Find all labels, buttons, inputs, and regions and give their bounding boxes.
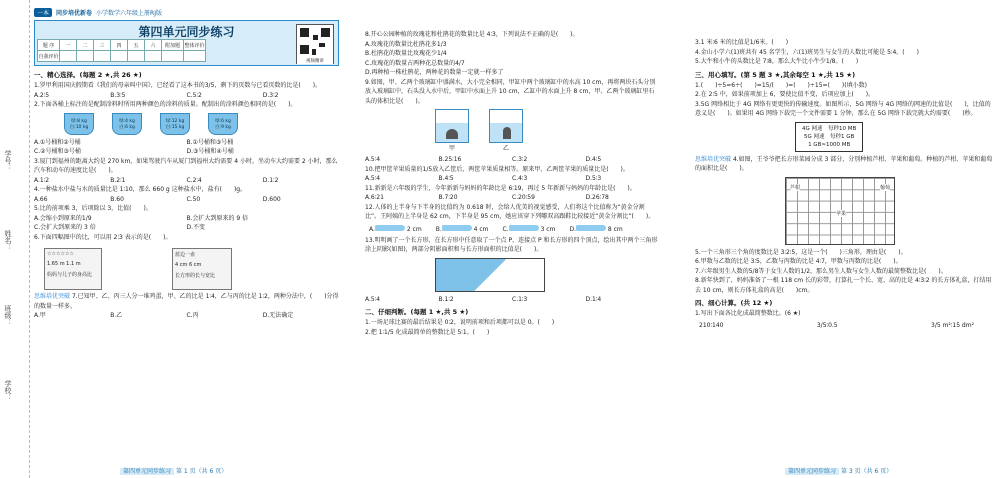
page-3	[665, 0, 1000, 478]
bucket-2: 绿:4 kg 白:6 kg	[112, 113, 142, 135]
page-number: 第 3 页（共 6 页）	[840, 468, 893, 475]
judge-2: 2.把 1∶1/5 化成最简单的整数比是 5∶1。( )	[365, 328, 490, 336]
binding-gutter	[0, 0, 30, 478]
option[interactable]: D.4∶5	[585, 156, 602, 163]
option-c[interactable]: C. 3 cm	[502, 225, 556, 233]
option[interactable]: B.7∶20	[438, 194, 458, 201]
option[interactable]: B.①号桶和③号桶	[186, 138, 234, 146]
option[interactable]: C.丙	[186, 312, 199, 319]
bucket-3: 绿:12 kg 白:15 kg	[160, 113, 190, 135]
q13-options	[365, 295, 659, 305]
option[interactable]: B.4∶5	[438, 175, 454, 182]
section-4-title: 四、细心计算。(共 12 ★)	[695, 299, 773, 307]
option[interactable]: C.20∶59	[512, 194, 535, 201]
fill-5: 5.一个三角形三个角的度数比是 3∶2∶5，这是一个( )三角形，理由是( )。	[695, 248, 907, 256]
score-input[interactable]	[111, 51, 128, 62]
option[interactable]: C.4∶3	[512, 175, 528, 182]
gutter-school: 学校：	[4, 380, 12, 401]
score-input[interactable]	[77, 51, 94, 62]
page-title: 第四单元同步练习	[138, 25, 235, 39]
bucket-4: 绿:6 kg 白:9 kg	[208, 113, 238, 135]
bucket-figures	[64, 113, 339, 135]
question-8: 8.开心公园种植的玫瑰花和杜鹃花的数量比是 4∶3，下列说法不正确的是( )。	[365, 31, 579, 38]
series-name: 同步培优新卷	[56, 10, 93, 17]
shoe-options	[369, 225, 659, 233]
unit-conversion: 1 GB≈1000 MB	[808, 141, 851, 148]
option[interactable]: C.会扩大到原来的 3 倍	[34, 224, 96, 231]
page-1-footer	[120, 466, 227, 475]
score-cell: 三	[94, 40, 111, 51]
calc-item: 210∶140	[699, 321, 724, 329]
score-input[interactable]	[162, 51, 184, 62]
q4-options	[34, 195, 339, 205]
q9-options	[365, 155, 659, 165]
option[interactable]: A.5∶4	[365, 175, 381, 182]
q5-options	[34, 214, 339, 233]
option[interactable]: B.乙	[110, 312, 123, 319]
score-input[interactable]	[94, 51, 111, 62]
option[interactable]: A.6∶21	[365, 194, 384, 201]
section-2-title: 二、仔细判断。(每题 1 ★,共 5 ★)	[365, 308, 469, 316]
question-3: 3.厦门到福州的距离大约是 270 km，如果驾驶汽车从厦门到福州大约需要 4 小时，坐动车大约需要 2 小时，那么汽车和动车的速度比是( )。	[34, 157, 338, 174]
score-cell: 六	[145, 40, 162, 51]
score-cell: 二	[77, 40, 94, 51]
shoe-icon	[576, 225, 606, 231]
q3-options	[34, 176, 339, 186]
page-1	[0, 0, 345, 478]
f4-text: 4.如图，王爷爷把长方形菜园分成 3 部分，分别种植芦柑、苹果和葡萄。种植的芦柑、苹果和葡萄的面积比是( )。	[695, 155, 993, 172]
option[interactable]: D.26∶78	[585, 194, 609, 201]
option[interactable]: D.再种植一株杜鹃花，两种花的数量一定就一样多了	[365, 69, 504, 76]
q7-text: 7.已知甲、乙、丙三人分一堆鸡蛋，甲、乙的比是 1∶4，乙与丙的比是 1∶2，两种分法中，( )分得的数量一样多。	[34, 293, 339, 310]
option-d[interactable]: D. 8 cm	[569, 225, 623, 233]
fig-caption: ☆☆☆☆☆☆	[47, 251, 74, 257]
score-cell: 五	[128, 40, 145, 51]
score-cell: 整体评价	[184, 40, 206, 51]
q2-options	[34, 138, 339, 157]
question-9: 9.如图，甲、乙两个玻璃缸中盛满水，大小完全相同，甲缸中两个玻璃缸中的水高 10 cm，再将两块石头分别放入玻璃缸中，石头没入水中后，甲缸中水面上升 10 cm，乙缸中的水面上升 8 cm，甲、乙两个玻璃缸里石头的体积比是( )。	[365, 78, 656, 105]
score-cell: 一	[60, 40, 77, 51]
rectangle-figure	[435, 258, 545, 292]
option[interactable]: B.25∶16	[438, 156, 462, 163]
f4-tag: 思维培优突破	[695, 155, 732, 163]
option[interactable]: D.不变	[186, 224, 206, 231]
bucket-1: 绿:8 kg 白:10 kg	[64, 113, 94, 135]
page-2	[345, 0, 665, 478]
q7-options	[34, 311, 339, 321]
option[interactable]: D.3∶2	[262, 91, 279, 99]
page-3-footer	[785, 466, 892, 475]
calc-item: 3/5∶0.5	[816, 321, 838, 329]
option[interactable]: B.2∶1	[110, 176, 126, 184]
q7-tag: 思维培优突破	[34, 293, 71, 300]
option[interactable]: B.会扩大到原来的 9 倍	[186, 214, 249, 222]
option[interactable]: D.600	[262, 195, 281, 203]
score-table	[37, 39, 206, 62]
tank-label: 甲	[448, 145, 455, 152]
fill-8: 8.新年快到了，妈妈准备了一根 118 cm 长的彩带，打算扎一个长、宽、高的比是 4∶3∶2 的长方体礼盒，打结用去 10 cm，则长方体礼盒的高是( )cm。	[695, 277, 992, 294]
section-3-title: 三、用心填写。(第 5 题 3 ★,其余每空 1 ★,共 15 ★)	[695, 70, 856, 79]
question-1: 1.罗甲利用国庆假期看《我们的母亲叫中国》，已经看了这本书的3/5，剩下的页数与已看页数的比是( )。	[34, 82, 322, 89]
option[interactable]: C.50	[186, 195, 201, 203]
question-13: 13.明明画了一个长方形，在长方形中任意取了一个点 P，连接点 P 和长方形的四个顶点，绘出其中两个三角形涂上阴影(如图)，两部分阴影面积和与长方形面积的比值是( )。	[365, 236, 658, 253]
area-label: 苹果	[836, 210, 847, 217]
option[interactable]: D.无法确定	[262, 312, 294, 319]
tank-yi	[489, 109, 523, 143]
score-input[interactable]	[184, 51, 206, 62]
question-4: 4.一种盐水中盐与水的质量比是 1∶10，那么 660 g 这种盐水中，盐有( )g。	[34, 186, 247, 193]
tank-figures	[435, 109, 659, 152]
q10-options	[365, 174, 659, 184]
qr-code-icon[interactable]	[296, 24, 334, 64]
figure-a	[44, 248, 102, 290]
garden-figure	[785, 177, 895, 245]
section-1-title: 一、精心选择。(每题 2 ★,共 26 ★)	[34, 71, 142, 79]
option[interactable]: D.③号桶和④号桶	[186, 148, 234, 155]
tank-jia	[435, 109, 469, 143]
page-number: 第 1 页（共 6 页）	[175, 468, 228, 475]
option[interactable]: B.3∶5	[110, 91, 126, 99]
question-7	[34, 292, 339, 311]
judge-1: 1.一场足球比赛的最后结果是 0∶2，说明前项和后项都可以是 0。( )	[365, 319, 555, 326]
calc-item: 3/5 m²∶15 dm²	[931, 321, 974, 329]
figure-c	[172, 248, 232, 290]
option[interactable]: A.会缩小到原来的1/9	[34, 214, 92, 222]
book-name: 小学数学六年级上册RJ版	[96, 10, 162, 17]
question-11: 11.新新是六年级的学生，今年新新与妈妈的年龄比是 6∶19，再过 5 年新新与妈妈的年龄比是( )。	[365, 184, 636, 192]
option-b[interactable]: B. 4 cm	[435, 225, 489, 233]
shoe-icon	[509, 225, 539, 231]
calc-items	[699, 322, 974, 329]
book-header	[34, 8, 339, 17]
fig-caption: 蓝边一壶	[175, 252, 196, 258]
option[interactable]: B.1∶2	[438, 295, 454, 303]
score-cell: 题 序	[38, 40, 60, 51]
question-12: 12.人体的上半身与下半身的比值约为 0.618 时，会给人优美的视觉感受，人们将这个比值称为“黄金分割比”。王阿姨的上半身是 62 cm，下半身是 95 cm，她应该穿下列哪双高跟鞋比较接近“黄金分割比”( )。	[365, 203, 655, 220]
option[interactable]: C.1∶3	[512, 295, 528, 303]
question-2: 2.下面各桶上标注的是配制涂料时所用两种颜色的涂料的质量。配制出的涂料颜色相同的是( )。	[34, 101, 297, 108]
option[interactable]: B.杜鹃花的数量比玫瑰花少1/4	[365, 50, 447, 57]
qr-caption: 视频精讲	[297, 58, 333, 64]
question-5: 5.比的前项乘 3，后项除以 3，比值( )。	[34, 205, 152, 212]
option[interactable]: C.3∶2	[512, 156, 528, 163]
option[interactable]: A.玫瑰花的数量比杜鹃花多1/3	[365, 40, 447, 48]
speed-4g: 4G 网速 每秒10 MB	[802, 125, 857, 132]
area-label: 芦柑	[790, 184, 801, 191]
fill-6: 6.甲数与乙数的比是 3∶5，乙数与丙数的比是 4∶7，甲数与丙数的比是( )。	[695, 258, 902, 265]
option[interactable]: A.5∶4	[365, 295, 381, 303]
score-input[interactable]	[128, 51, 145, 62]
score-input[interactable]	[60, 51, 77, 62]
brand-tag: 一本	[34, 8, 52, 17]
fill-1: 1.( )÷5=6÷( )=15/( )=( )÷15=( )(填小数)	[695, 81, 867, 89]
option[interactable]: A.2∶5	[34, 91, 50, 99]
q1-options	[34, 91, 339, 101]
option[interactable]: A.①号桶和②号桶	[34, 138, 81, 146]
score-input[interactable]	[145, 51, 162, 62]
gutter-class: 班级：	[4, 305, 12, 326]
option[interactable]: B.60	[110, 195, 124, 203]
score-cell: 自我评价	[38, 51, 60, 62]
option-a[interactable]: A. 2 cm	[369, 225, 422, 233]
option[interactable]: D.1∶4	[585, 295, 602, 303]
fill-4	[695, 155, 994, 174]
option[interactable]: A.5∶4	[365, 156, 381, 163]
footer-title: 第四单元同步练习	[120, 468, 174, 475]
footer-title: 第四单元同步练习	[785, 468, 839, 475]
calc-1: 1.写出下面各比化成最简整数比。(6 ★)	[695, 310, 801, 317]
fill-3: 3.5G 网络相比于 4G 网络有更更快的传输速度。如图所示，5G 网络与 4G 网络的网速的比值是( )，比值的意义是( )。如果用 4G 网络下载完一个文件需要 1 分钟，那么在 5G 网络下载完就大约需要( )秒。	[695, 100, 991, 117]
gutter-name: 姓名：	[4, 230, 12, 251]
option[interactable]: D.5∶3	[585, 175, 602, 182]
area-label: 葡萄	[879, 184, 890, 191]
judge-4: 4.金山小学六(1)班共有 45 名学生，六(1)班男生与女生的人数比可能是 5∶4。( )	[695, 48, 919, 56]
score-cell: 四	[111, 40, 128, 51]
score-cell: 附加题	[162, 40, 184, 51]
shoe-icon	[442, 225, 472, 231]
q11-options	[365, 193, 659, 203]
judge-5: 5.大牛和小牛的头数比是 7∶8，那么大牛比小牛少1/8。( )	[695, 58, 859, 65]
gutter-student-no: 学号：	[4, 150, 12, 171]
fig-caption: 妈妈与儿子的身高比	[47, 272, 93, 278]
option[interactable]: C.2∶4	[186, 176, 202, 184]
fig-caption: 长方形的长与宽比	[175, 273, 216, 279]
q6-figures	[44, 244, 339, 290]
option[interactable]: A.1∶2	[34, 176, 50, 184]
fig-caption: 1.65 m 1.1 m	[47, 261, 81, 267]
fig-caption: 4 cm 6 cm	[175, 262, 202, 268]
shoe-icon	[375, 225, 405, 231]
option[interactable]: A.66	[34, 195, 48, 203]
question-10: 10.把甲筐苹果质量的1/5放入乙筐后，两筐苹果质量相等。原来甲、乙两筐苹果的质量比是( )。	[365, 165, 629, 173]
fill-7: 7.六年级男生人数的5/8等于女生人数的1/2，那么男生人数与女生人数的最简整数比是( )。	[695, 267, 947, 275]
option[interactable]: C.玫瑰花的数量占两种花总数量的4/7	[365, 59, 465, 67]
tank-label: 乙	[502, 145, 509, 152]
speed-5g: 5G 网速 每秒1 GB	[803, 133, 855, 140]
network-speed-box	[795, 122, 863, 152]
judge-3: 3.1 米∶6 米的比值是1/6米。( )	[695, 39, 789, 46]
option[interactable]: C.②号桶和③号桶	[34, 148, 81, 155]
option[interactable]: D.1∶2	[262, 176, 279, 184]
option[interactable]: A.甲	[34, 312, 46, 319]
option[interactable]: C.5∶2	[186, 91, 202, 99]
fill-2: 2.在 2∶5 中，如果前项加上 6，要使比值不变，后项应加上( )。	[695, 91, 875, 98]
title-box	[34, 20, 339, 66]
question-6: 6.下面四幅图中的比，可以用 2∶3 表示的是( )。	[34, 233, 172, 241]
